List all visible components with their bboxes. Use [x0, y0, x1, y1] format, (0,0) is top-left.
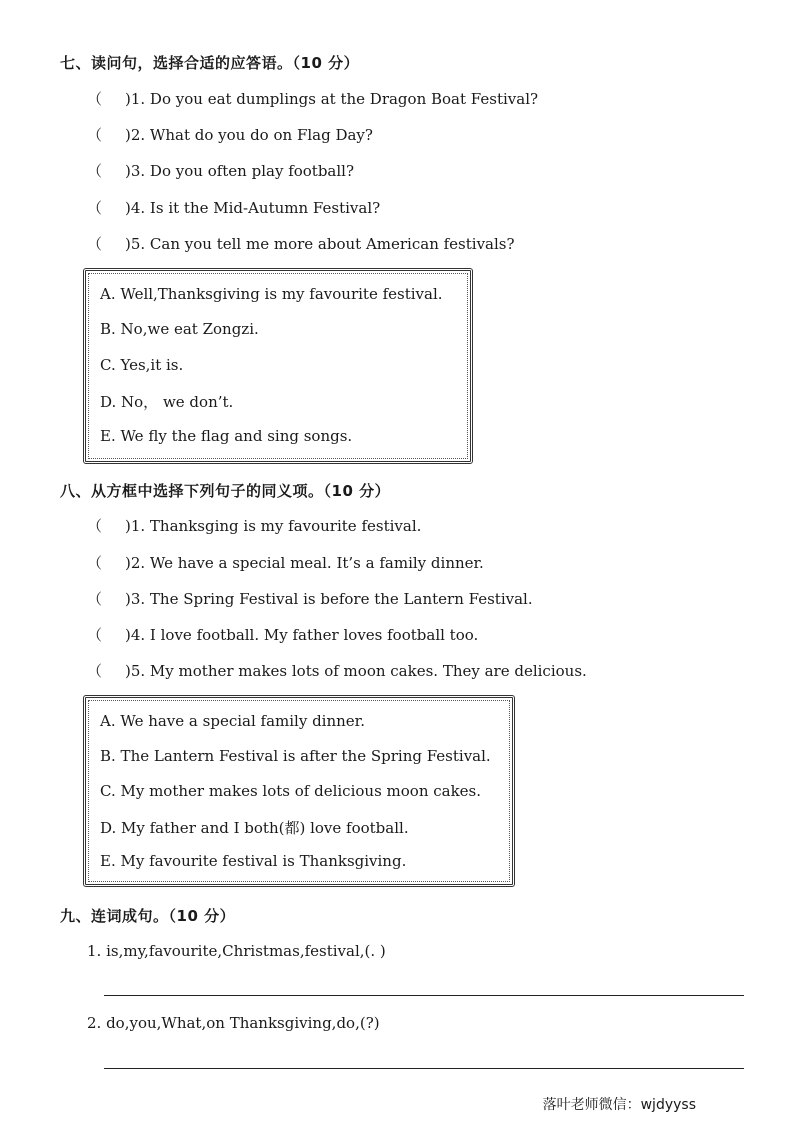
s9-answer-line-2[interactable]	[104, 1068, 744, 1069]
section8-heading: 八、从方框中选择下列句子的同义项。（10 分）	[60, 482, 391, 500]
section7-heading: 七、读问句，选择合适的应答语。（10 分）	[60, 54, 360, 72]
question-text: )1. Thanksging is my favourite festival.	[125, 517, 422, 535]
question-text: )3. The Spring Festival is before the Lantern Festival.	[125, 590, 533, 608]
question-text: )3. Do you often play football?	[125, 162, 355, 180]
s9-item-1: 1. is,my,favourite,Christmas,festival,(. )	[87, 942, 386, 960]
s8-option-d: D. My father and I both(都) love football.	[100, 819, 409, 837]
answer-paren[interactable]: （	[87, 162, 103, 180]
answer-paren[interactable]: （	[87, 554, 103, 572]
s8-option-a: A. We have a special family dinner.	[100, 712, 365, 730]
answer-paren[interactable]: （	[87, 517, 103, 535]
s7-question-3	[87, 160, 354, 181]
footer-contact: 落叶老师微信：wjdyyss	[542, 1097, 696, 1113]
answer-paren[interactable]: （	[87, 662, 103, 680]
question-text: )4. I love football. My father loves football too.	[125, 626, 479, 644]
s7-question-1	[87, 88, 538, 109]
question-text: )1. Do you eat dumplings at the Dragon Boat Festival?	[125, 90, 539, 108]
section9-heading: 九、连词成句。（10 分）	[60, 907, 236, 925]
s9-item-2: 2. do,you,What,on Thanksgiving,do,(?)	[87, 1014, 380, 1032]
s7-question-2	[87, 124, 373, 145]
s8-question-1	[87, 515, 421, 536]
s8-question-3	[87, 588, 533, 609]
answer-paren[interactable]: （	[87, 235, 103, 253]
question-text: )2. We have a special meal. It’s a family dinner.	[125, 554, 484, 572]
answer-paren[interactable]: （	[87, 590, 103, 608]
s7-option-a: A. Well,Thanksgiving is my favourite festival.	[100, 285, 443, 303]
question-text: )5. My mother makes lots of moon cakes. They are delicious.	[125, 662, 587, 680]
question-text: )4. Is it the Mid-Autumn Festival?	[125, 199, 381, 217]
s8-question-2	[87, 552, 484, 573]
s7-question-5	[87, 233, 515, 254]
s7-option-e: E. We fly the flag and sing songs.	[100, 427, 353, 445]
s7-option-c: C. Yes,it is.	[100, 356, 184, 374]
s8-option-b: B. The Lantern Festival is after the Spring Festival.	[100, 747, 491, 765]
s8-option-e: E. My favourite festival is Thanksgiving.	[100, 852, 407, 870]
answer-paren[interactable]: （	[87, 90, 103, 108]
s8-option-c: C. My mother makes lots of delicious moon cakes.	[100, 782, 482, 800]
s8-question-4	[87, 624, 478, 645]
s7-question-4	[87, 197, 380, 218]
answer-paren[interactable]: （	[87, 199, 103, 217]
s7-option-b: B. No,we eat Zongzi.	[100, 320, 259, 338]
answer-paren[interactable]: （	[87, 626, 103, 644]
s9-answer-line-1[interactable]	[104, 995, 744, 996]
answer-paren[interactable]: （	[87, 126, 103, 144]
question-text: )2. What do you do on Flag Day?	[125, 126, 373, 144]
s7-option-d: D. No， we don’t.	[100, 393, 234, 411]
question-text: )5. Can you tell me more about American festivals?	[125, 235, 515, 253]
s8-question-5	[87, 660, 587, 681]
